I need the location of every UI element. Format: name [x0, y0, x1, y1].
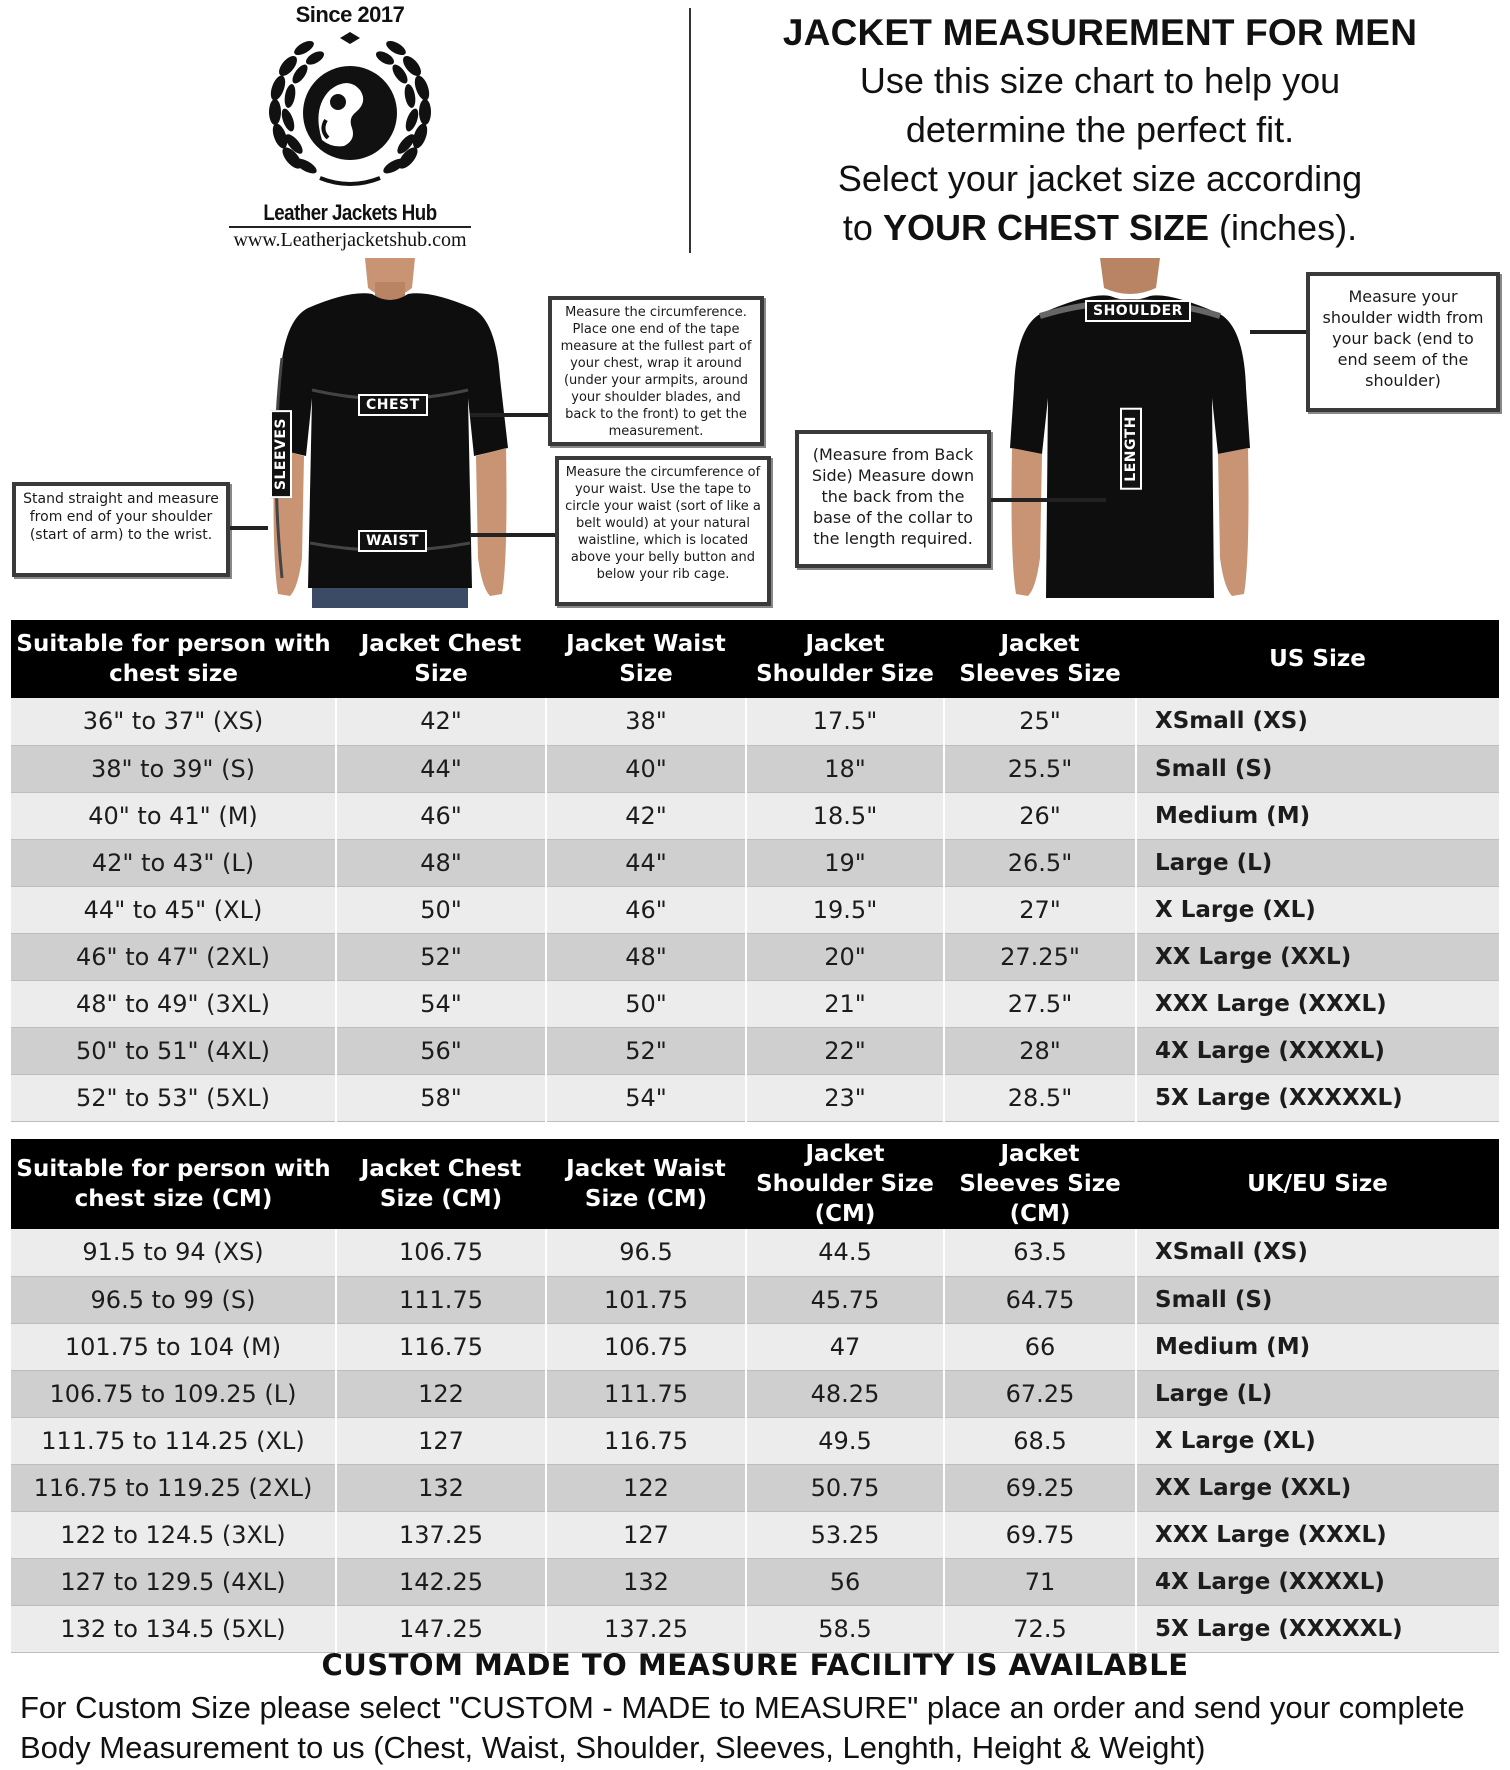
measurement-cell: 44" [336, 745, 546, 792]
logo-website-url: www.Leatherjacketshub.com [229, 226, 470, 252]
column-header: Jacket Chest Size [336, 620, 546, 698]
measurement-cell: 63.5 [944, 1229, 1136, 1276]
headline [700, 10, 1500, 252]
cm-size-table [11, 1139, 1499, 1653]
table-row [11, 980, 1499, 1027]
measurement-cell: 48" [336, 839, 546, 886]
headline-line-4-prefix: to [842, 207, 873, 248]
length-callout: (Measure from Back Side) Measure down the back from the base of the collar to the length required. [795, 430, 991, 568]
logo-since-text: Since 2017 [295, 2, 405, 27]
chest-callout: Measure the circumference. Place one end of the tape measure at the fullest part of your chest, wrap it around (under your armpits, around your shoulder blades, and back to the front) to get the measurement. [548, 296, 764, 446]
measurement-cell: 96.5 [546, 1229, 746, 1276]
cm-table-body [11, 1229, 1499, 1652]
measurement-cell: 106.75 [546, 1323, 746, 1370]
measurement-cell: 127 [546, 1511, 746, 1558]
sleeves-callout: Stand straight and measure from end of your shoulder (start of arm) to the wrist. [12, 482, 230, 577]
column-header: Jacket Sleeves Size (CM) [944, 1139, 1136, 1229]
shoulder-callout: Measure your shoulder width from your back (end to end seem of the shoulder) [1306, 272, 1500, 412]
chest-range-cell: 96.5 to 99 (S) [11, 1276, 336, 1323]
measurement-cell: 44.5 [746, 1229, 944, 1276]
size-label-cell: XSmall (XS) [1136, 698, 1499, 745]
chest-range-cell: 36" to 37" (XS) [11, 698, 336, 745]
measurement-cell: 46" [336, 792, 546, 839]
measurement-cell: 52" [546, 1027, 746, 1074]
size-label-cell: XX Large (XXL) [1136, 933, 1499, 980]
table-row [11, 1511, 1499, 1558]
measurement-cell: 22" [746, 1027, 944, 1074]
logo-brand-name: Leather Jackets Hub [263, 200, 437, 225]
measurement-cell: 27" [944, 886, 1136, 933]
measurement-cell: 23" [746, 1074, 944, 1121]
table-row [11, 1323, 1499, 1370]
measurement-cell: 132 [336, 1464, 546, 1511]
size-label-cell: 4X Large (XXXXL) [1136, 1027, 1499, 1074]
measurement-cell: 147.25 [336, 1605, 546, 1652]
measurement-cell: 54" [336, 980, 546, 1027]
measurement-cell: 25" [944, 698, 1136, 745]
measurement-cell: 47 [746, 1323, 944, 1370]
chest-range-cell: 116.75 to 119.25 (2XL) [11, 1464, 336, 1511]
size-label-cell: 4X Large (XXXXL) [1136, 1558, 1499, 1605]
measurement-cell: 46" [546, 886, 746, 933]
measurement-cell: 48.25 [746, 1370, 944, 1417]
measurement-cell: 25.5" [944, 745, 1136, 792]
column-header: Jacket Chest Size (CM) [336, 1139, 546, 1229]
measurement-cell: 58.5 [746, 1605, 944, 1652]
waist-callout: Measure the circumference of your waist. Use the tape to circle your waist (sort of like a belt would) at your natural waistline, which is located above your belly button and below your rib cage. [555, 456, 771, 606]
table-row [11, 1027, 1499, 1074]
measurement-cell: 101.75 [546, 1276, 746, 1323]
shoulder-tag: SHOULDER [1085, 300, 1191, 322]
measurement-cell: 58" [336, 1074, 546, 1121]
table-row [11, 792, 1499, 839]
column-header: Jacket Waist Size [546, 620, 746, 698]
measurement-cell: 56" [336, 1027, 546, 1074]
measurement-cell: 122 [546, 1464, 746, 1511]
measurement-cell: 116.75 [336, 1323, 546, 1370]
headline-line-3: Select your jacket size according [837, 158, 1363, 199]
us-table-body [11, 698, 1499, 1121]
size-label-cell: 5X Large (XXXXXL) [1136, 1074, 1499, 1121]
measurement-cell: 27.25" [944, 933, 1136, 980]
measurement-cell: 111.75 [546, 1370, 746, 1417]
measurement-cell: 106.75 [336, 1229, 546, 1276]
measurement-cell: 53.25 [746, 1511, 944, 1558]
table-row [11, 1417, 1499, 1464]
headline-line-4-emphasis: YOUR CHEST SIZE [882, 207, 1210, 248]
table-row [11, 886, 1499, 933]
chest-range-cell: 106.75 to 109.25 (L) [11, 1370, 336, 1417]
headline-line-2: determine the perfect fit. [905, 109, 1295, 150]
measurement-cell: 67.25 [944, 1370, 1136, 1417]
table-row [11, 839, 1499, 886]
chest-range-cell: 132 to 134.5 (5XL) [11, 1605, 336, 1652]
size-label-cell: XSmall (XS) [1136, 1229, 1499, 1276]
size-label-cell: Medium (M) [1136, 792, 1499, 839]
measurement-cell: 45.75 [746, 1276, 944, 1323]
page-title: JACKET MEASUREMENT FOR MEN [782, 12, 1418, 53]
size-label-cell: Small (S) [1136, 1276, 1499, 1323]
column-header: Suitable for person with chest size (CM) [11, 1139, 336, 1229]
measurement-cell: 116.75 [546, 1417, 746, 1464]
column-header: Jacket Waist Size (CM) [546, 1139, 746, 1229]
length-connector [991, 498, 1106, 502]
front-model-figure [260, 258, 520, 608]
measurement-cell: 142.25 [336, 1558, 546, 1605]
header-divider [689, 8, 691, 253]
size-label-cell: Small (S) [1136, 745, 1499, 792]
table-row [11, 698, 1499, 745]
table-row [11, 1276, 1499, 1323]
table-row [11, 1605, 1499, 1652]
chest-range-cell: 52" to 53" (5XL) [11, 1074, 336, 1121]
chest-range-cell: 122 to 124.5 (3XL) [11, 1511, 336, 1558]
size-label-cell: XXX Large (XXXL) [1136, 980, 1499, 1027]
measurement-cell: 54" [546, 1074, 746, 1121]
size-label-cell: XXX Large (XXXL) [1136, 1511, 1499, 1558]
sleeves-connector [230, 526, 268, 530]
table-row [11, 745, 1499, 792]
measurement-cell: 20" [746, 933, 944, 980]
length-tag: LENGTH [1120, 408, 1142, 490]
column-header: US Size [1136, 620, 1499, 698]
table-row [11, 1229, 1499, 1276]
measurement-cell: 26.5" [944, 839, 1136, 886]
measurement-cell: 132 [546, 1558, 746, 1605]
table-row [11, 1558, 1499, 1605]
column-header: Jacket Sleeves Size [944, 620, 1136, 698]
column-header: Jacket Shoulder Size (CM) [746, 1139, 944, 1229]
size-label-cell: Large (L) [1136, 1370, 1499, 1417]
measurement-cell: 50" [336, 886, 546, 933]
waist-tag: WAIST [358, 530, 427, 552]
headline-line-1: Use this size chart to help you [859, 60, 1341, 101]
measurement-cell: 50" [546, 980, 746, 1027]
measurement-cell: 19" [746, 839, 944, 886]
chest-range-cell: 101.75 to 104 (M) [11, 1323, 336, 1370]
chest-connector [470, 413, 548, 417]
chest-range-cell: 48" to 49" (3XL) [11, 980, 336, 1027]
column-header: UK/EU Size [1136, 1139, 1499, 1229]
table-row [11, 1370, 1499, 1417]
waist-connector [470, 533, 555, 537]
measurement-cell: 28.5" [944, 1074, 1136, 1121]
sleeves-tag: SLEEVES [270, 410, 292, 498]
measurement-cell: 18" [746, 745, 944, 792]
shoulder-connector [1250, 330, 1306, 334]
size-label-cell: Medium (M) [1136, 1323, 1499, 1370]
size-label-cell: 5X Large (XXXXXL) [1136, 1605, 1499, 1652]
measurement-cell: 111.75 [336, 1276, 546, 1323]
chest-range-cell: 44" to 45" (XL) [11, 886, 336, 933]
measurement-cell: 137.25 [336, 1511, 546, 1558]
measurement-cell: 18.5" [746, 792, 944, 839]
measurement-cell: 21" [746, 980, 944, 1027]
chest-range-cell: 127 to 129.5 (4XL) [11, 1558, 336, 1605]
table-header-row [11, 620, 1499, 698]
measurement-cell: 72.5 [944, 1605, 1136, 1652]
measurement-cell: 50.75 [746, 1464, 944, 1511]
chest-range-cell: 46" to 47" (2XL) [11, 933, 336, 980]
measurement-cell: 28" [944, 1027, 1136, 1074]
measurement-cell: 40" [546, 745, 746, 792]
headline-line-4-suffix: (inches). [1219, 207, 1358, 248]
custom-size-instructions: For Custom Size please select "CUSTOM - MADE to MEASURE" place an order and send your complete Body Measurement to us (Chest, Waist, Shoulder, Sleeves, Lenghth, Height & Weight) [20, 1690, 1465, 1765]
size-label-cell: X Large (XL) [1136, 1417, 1499, 1464]
chest-range-cell: 38" to 39" (S) [11, 745, 336, 792]
measurement-cell: 48" [546, 933, 746, 980]
measurement-cell: 52" [336, 933, 546, 980]
column-header: Jacket Shoulder Size [746, 620, 944, 698]
measurement-cell: 49.5 [746, 1417, 944, 1464]
measurement-cell: 17.5" [746, 698, 944, 745]
measurement-cell: 64.75 [944, 1276, 1136, 1323]
size-label-cell: X Large (XL) [1136, 886, 1499, 933]
measurement-cell: 26" [944, 792, 1136, 839]
measurement-illustrations [0, 258, 1510, 608]
chest-range-cell: 50" to 51" (4XL) [11, 1027, 336, 1074]
measurement-cell: 56 [746, 1558, 944, 1605]
measurement-cell: 71 [944, 1558, 1136, 1605]
measurement-cell: 69.25 [944, 1464, 1136, 1511]
headline-line-4 [700, 203, 1500, 252]
chest-range-cell: 42" to 43" (L) [11, 839, 336, 886]
measurement-cell: 68.5 [944, 1417, 1136, 1464]
measurement-cell: 38" [546, 698, 746, 745]
brand-logo [200, 0, 500, 262]
measurement-cell: 42" [336, 698, 546, 745]
measurement-cell: 66 [944, 1323, 1136, 1370]
table-row [11, 1074, 1499, 1121]
table-row [11, 1464, 1499, 1511]
size-label-cell: XX Large (XXL) [1136, 1464, 1499, 1511]
measurement-cell: 137.25 [546, 1605, 746, 1652]
table-header-row [11, 1139, 1499, 1229]
laurel-ram-emblem-icon [260, 28, 440, 198]
custom-facility-title: CUSTOM MADE TO MEASURE FACILITY IS AVAILABLE [321, 1648, 1189, 1682]
measurement-cell: 19.5" [746, 886, 944, 933]
size-label-cell: Large (L) [1136, 839, 1499, 886]
table-row [11, 933, 1499, 980]
measurement-cell: 127 [336, 1417, 546, 1464]
measurement-cell: 69.75 [944, 1511, 1136, 1558]
measurement-cell: 122 [336, 1370, 546, 1417]
measurement-cell: 27.5" [944, 980, 1136, 1027]
chest-range-cell: 40" to 41" (M) [11, 792, 336, 839]
chest-range-cell: 91.5 to 94 (XS) [11, 1229, 336, 1276]
measurement-cell: 44" [546, 839, 746, 886]
column-header: Suitable for person with chest size [11, 620, 336, 698]
chest-range-cell: 111.75 to 114.25 (XL) [11, 1417, 336, 1464]
measurement-cell: 42" [546, 792, 746, 839]
us-size-table [11, 620, 1499, 1122]
chest-tag: CHEST [358, 394, 428, 416]
